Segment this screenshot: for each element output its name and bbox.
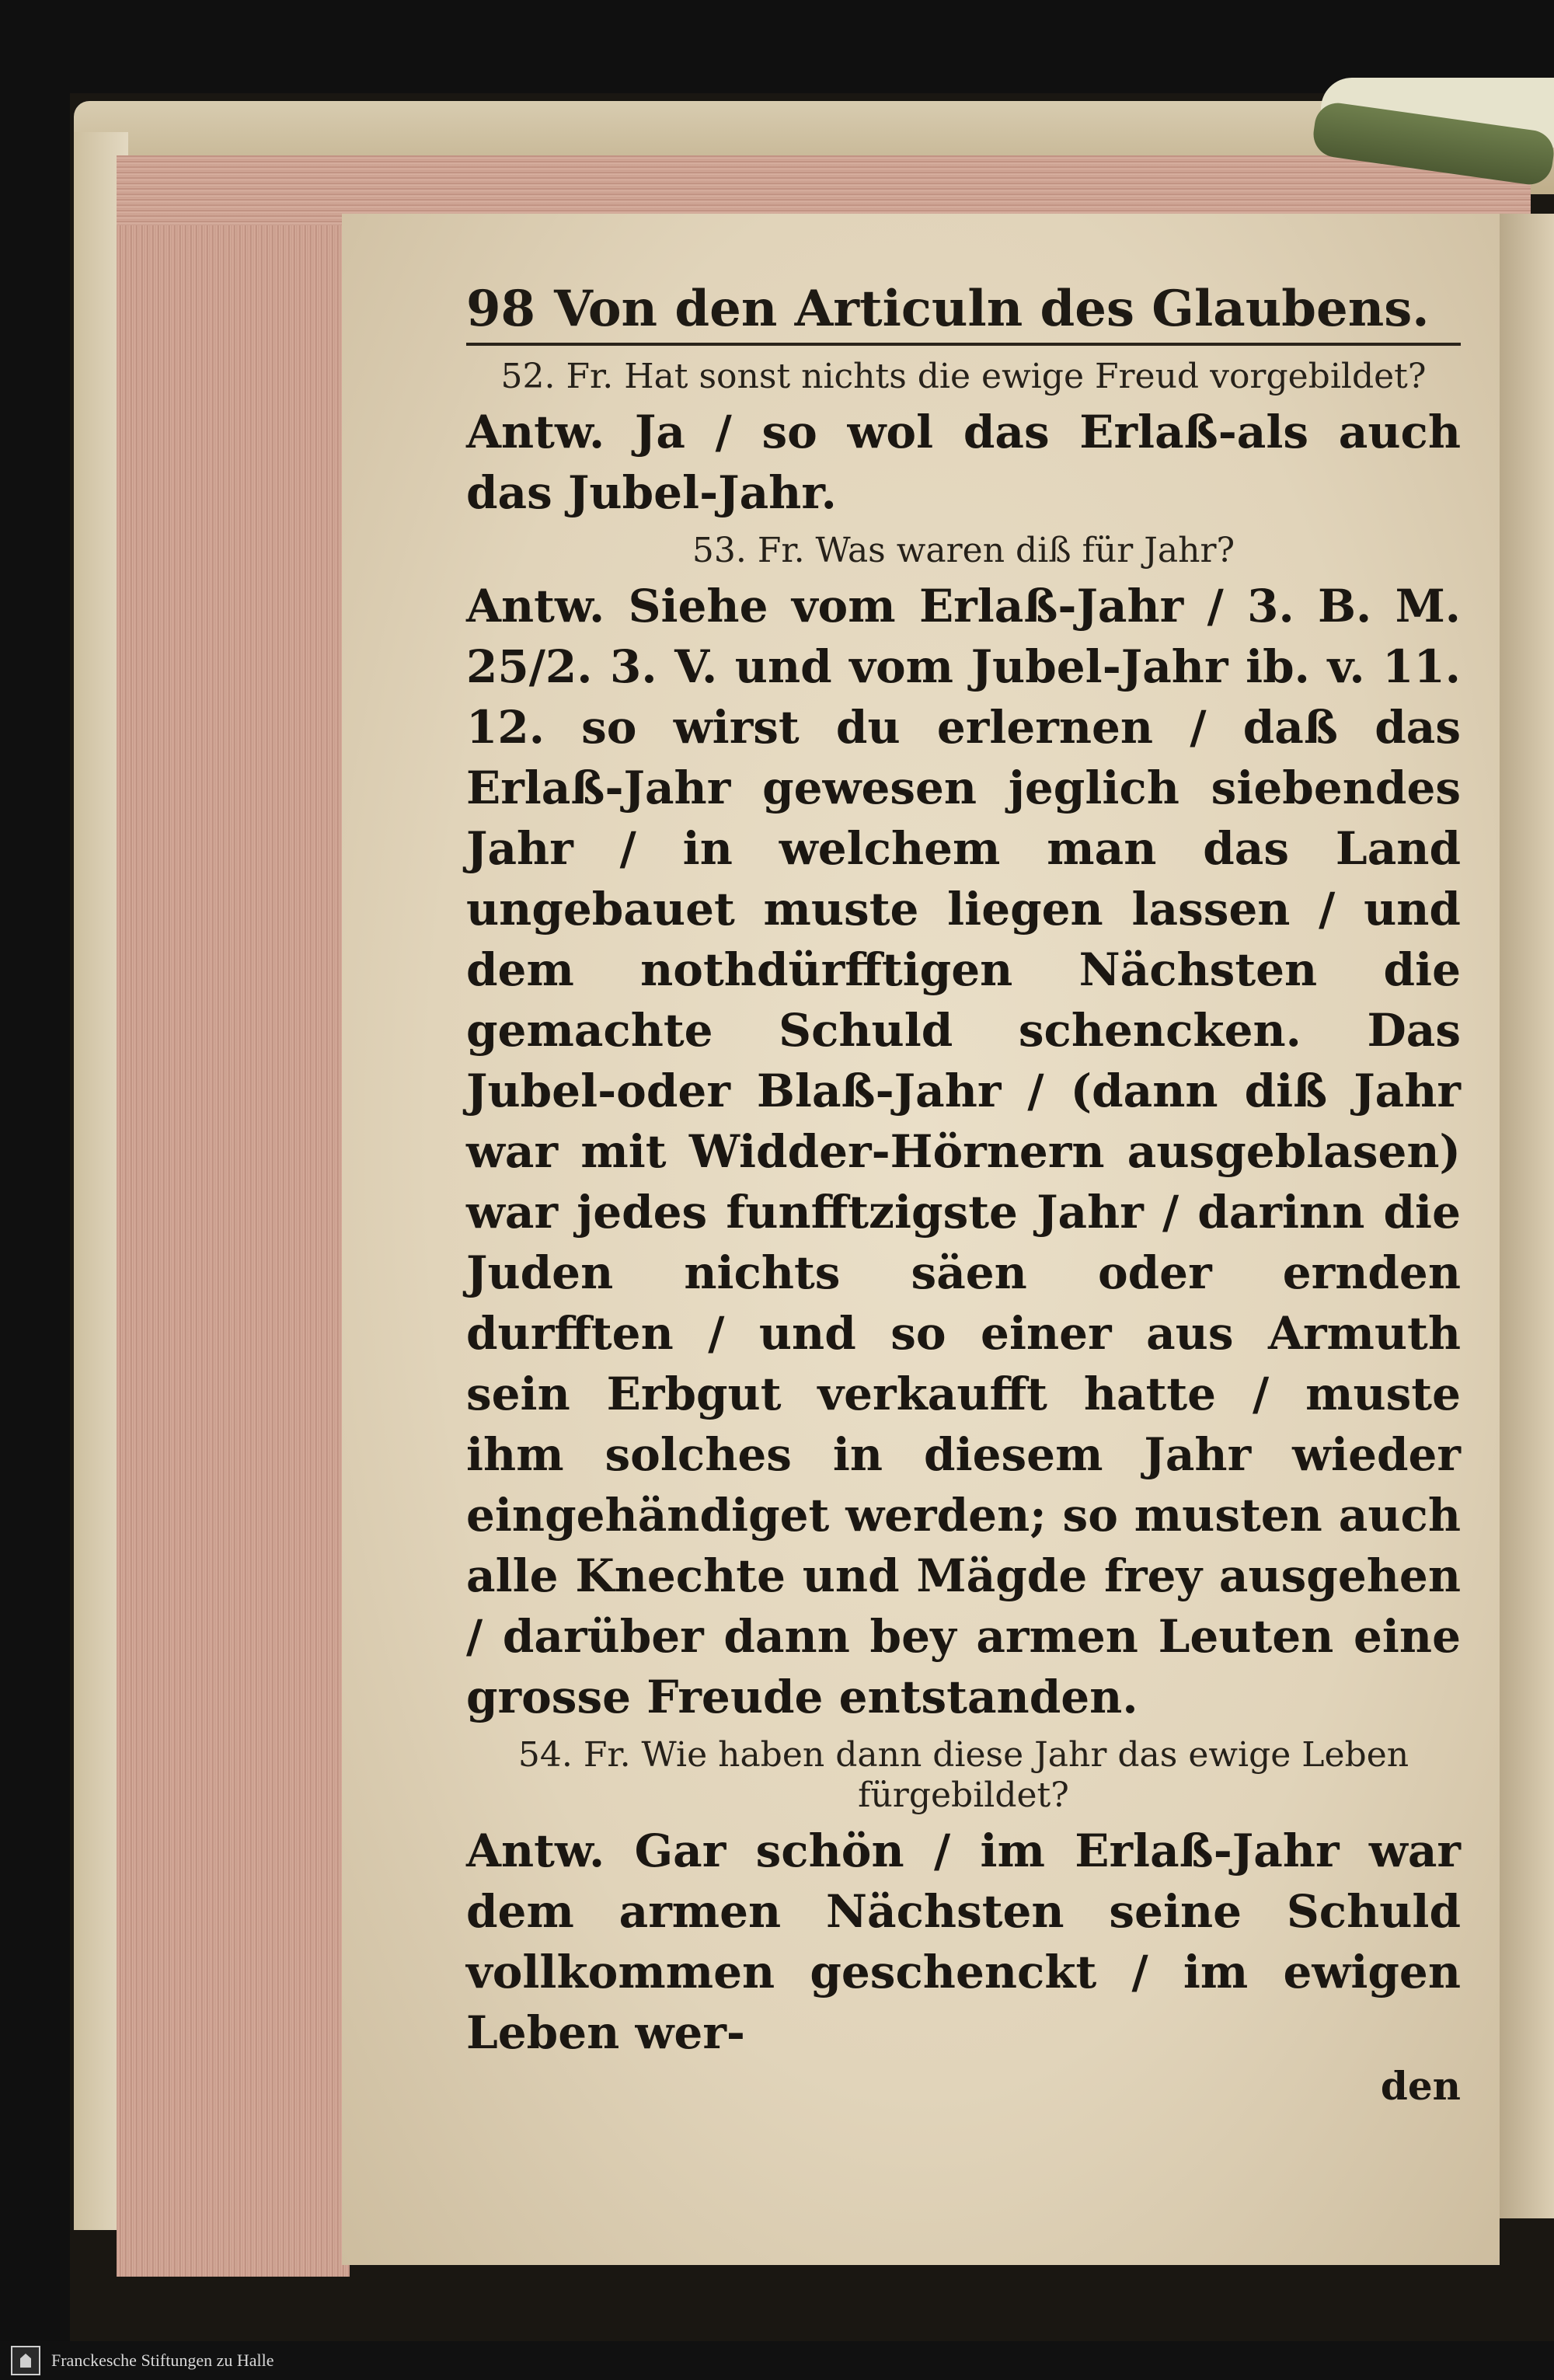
footer-bar xyxy=(0,2341,1554,2380)
page-number: 98 xyxy=(466,280,536,338)
page-text xyxy=(466,280,1461,2110)
running-header xyxy=(466,280,1461,346)
answer: Antw. Siehe vom Erlaß-Jahr / 3. B. M. 25/2. 3. V. und vom Jubel-Jahr ib. v. 11. 12. so wirst du erlernen / daß das Erlaß-Jahr gewesen jeglich siebendes Jahr / in welchem man das Land ungebauet muste liegen lassen / und dem nothdürfftigen Nächsten die gemachte Schuld schencken. Das Jubel-oder Blaß-Jahr / (dann diß Jahr war mit Widder-Hörnern ausgeblasen) war jedes funfftzigste Jahr / darinn die Juden nichts säen oder ernden durfften / und so einer aus Armuth sein Erbgut verkaufft hatte / muste ihm solches in diesem Jahr wieder eingehändiget werden; so musten auch alle Knechte und Mägde frey ausgehen / darüber dann bey armen Leuten eine grosse Freude entstanden. xyxy=(466,580,1461,1723)
entry xyxy=(466,1735,1461,2063)
catchword: den xyxy=(1380,2063,1461,2109)
page-edges-side xyxy=(117,155,350,2277)
institution-logo-icon xyxy=(11,2346,40,2375)
running-title: Von den Articuln des Glaubens. xyxy=(554,280,1430,338)
question: 54. Fr. Wie haben dann diese Jahr das ewige Leben fürgebildet? xyxy=(517,1735,1409,1815)
answer: Antw. Ja / so wol das Erlaß-als auch das Jubel-Jahr. xyxy=(466,406,1461,519)
question: 53. Fr. Was waren diß für Jahr? xyxy=(692,531,1235,570)
question: 52. Fr. Hat sonst nichts die ewige Freud vorgebildet? xyxy=(500,357,1427,396)
entry xyxy=(466,357,1461,523)
facing-page-edge xyxy=(1500,214,1554,2218)
footer-credit: Franckesche Stiftungen zu Halle xyxy=(51,2350,274,2370)
answer: Antw. Gar schön / im Erlaß-Jahr war dem armen Nächsten seine Schuld vollkommen geschenckt / im ewigen Leben wer- xyxy=(466,1824,1461,2059)
entry xyxy=(466,531,1461,1727)
